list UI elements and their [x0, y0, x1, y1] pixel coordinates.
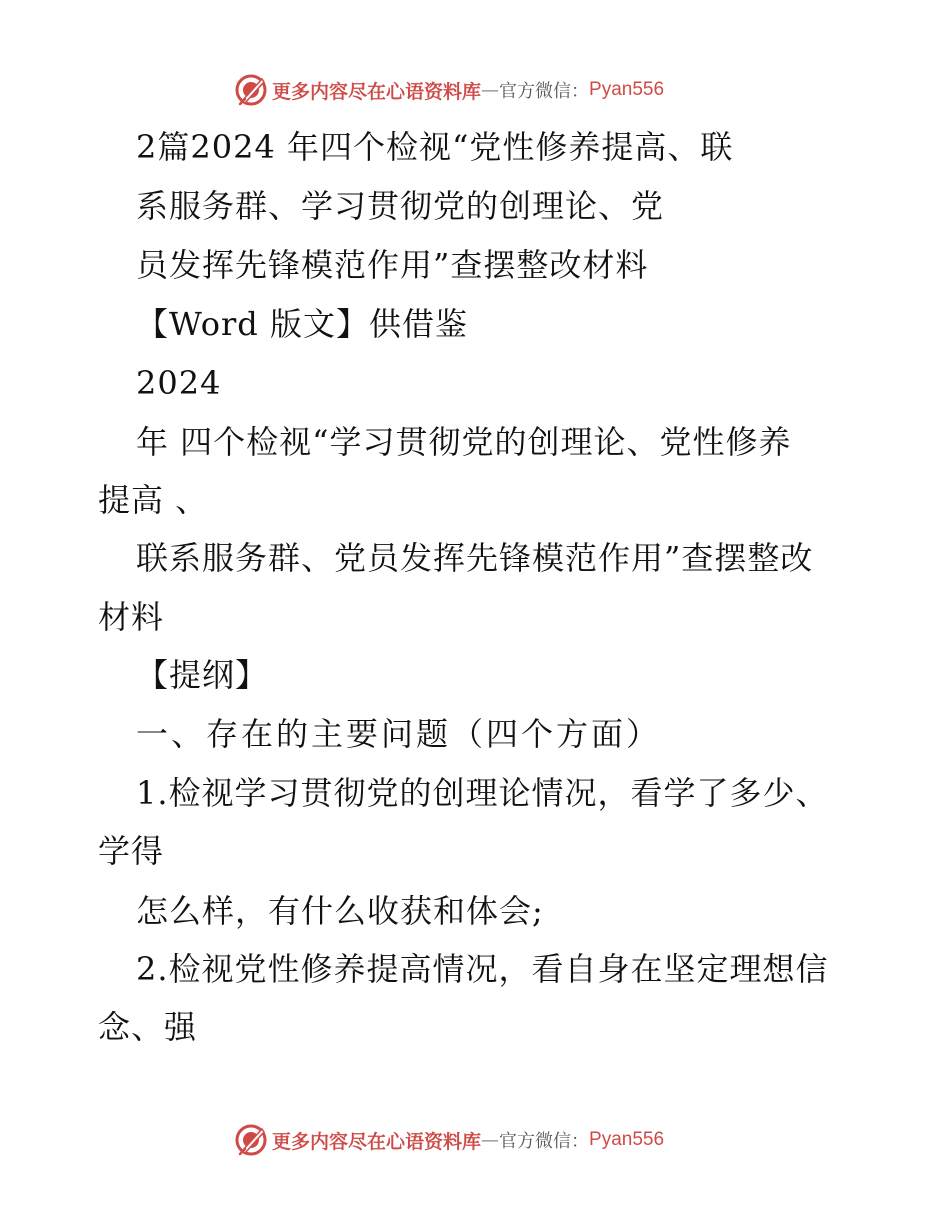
quill-seal-icon: [234, 1123, 268, 1157]
body-line: 念、强: [98, 1008, 198, 1046]
banner-brand-text: 更多内容尽在心语资料库: [272, 1130, 482, 1153]
body-line: 学得: [98, 832, 165, 870]
body-line: 怎么样，有什么收获和体会;: [136, 892, 544, 930]
list-item-2: 2.检视党性修养提高情况，看自身在坚定理想信: [136, 950, 829, 988]
header-banner: [234, 73, 664, 107]
body-line: 提高 、: [98, 481, 209, 519]
banner-separator: —: [481, 79, 500, 101]
body-line: 年 四个检视“学习贯彻党的创理论、党性修养: [136, 423, 792, 461]
title-line-2: 系服务群、学习贯彻党的创理论、党: [136, 187, 665, 225]
banner-official-label: 官方微信：: [499, 1131, 590, 1152]
title-line-4: 【Word 版文】供借鉴: [136, 305, 468, 343]
body-line: 材料: [98, 598, 165, 636]
title-line-3: 员发挥先锋模范作用”查摆整改材料: [136, 246, 649, 284]
footer-banner: [234, 1123, 664, 1157]
banner-account-id: Pyan556: [589, 1129, 665, 1150]
banner-separator: —: [481, 1129, 500, 1151]
quill-seal-icon: [234, 73, 268, 107]
banner-account-id: Pyan556: [589, 79, 665, 100]
title-line-1: 2篇2024 年四个检视“党性修养提高、联: [136, 128, 734, 166]
section-heading: 一、存在的主要问题（四个方面）: [136, 715, 662, 753]
outline-heading: 【提纲】: [136, 656, 269, 694]
banner-official-label: 官方微信：: [499, 81, 590, 102]
body-line-year: 2024: [136, 364, 222, 402]
banner-brand-text: 更多内容尽在心语资料库: [272, 80, 482, 103]
list-item-1: 1.检视学习贯彻党的创理论情况，看学了多少、: [136, 774, 829, 812]
body-line: 联系服务群、党员发挥先锋模范作用”查摆整改: [136, 539, 814, 577]
